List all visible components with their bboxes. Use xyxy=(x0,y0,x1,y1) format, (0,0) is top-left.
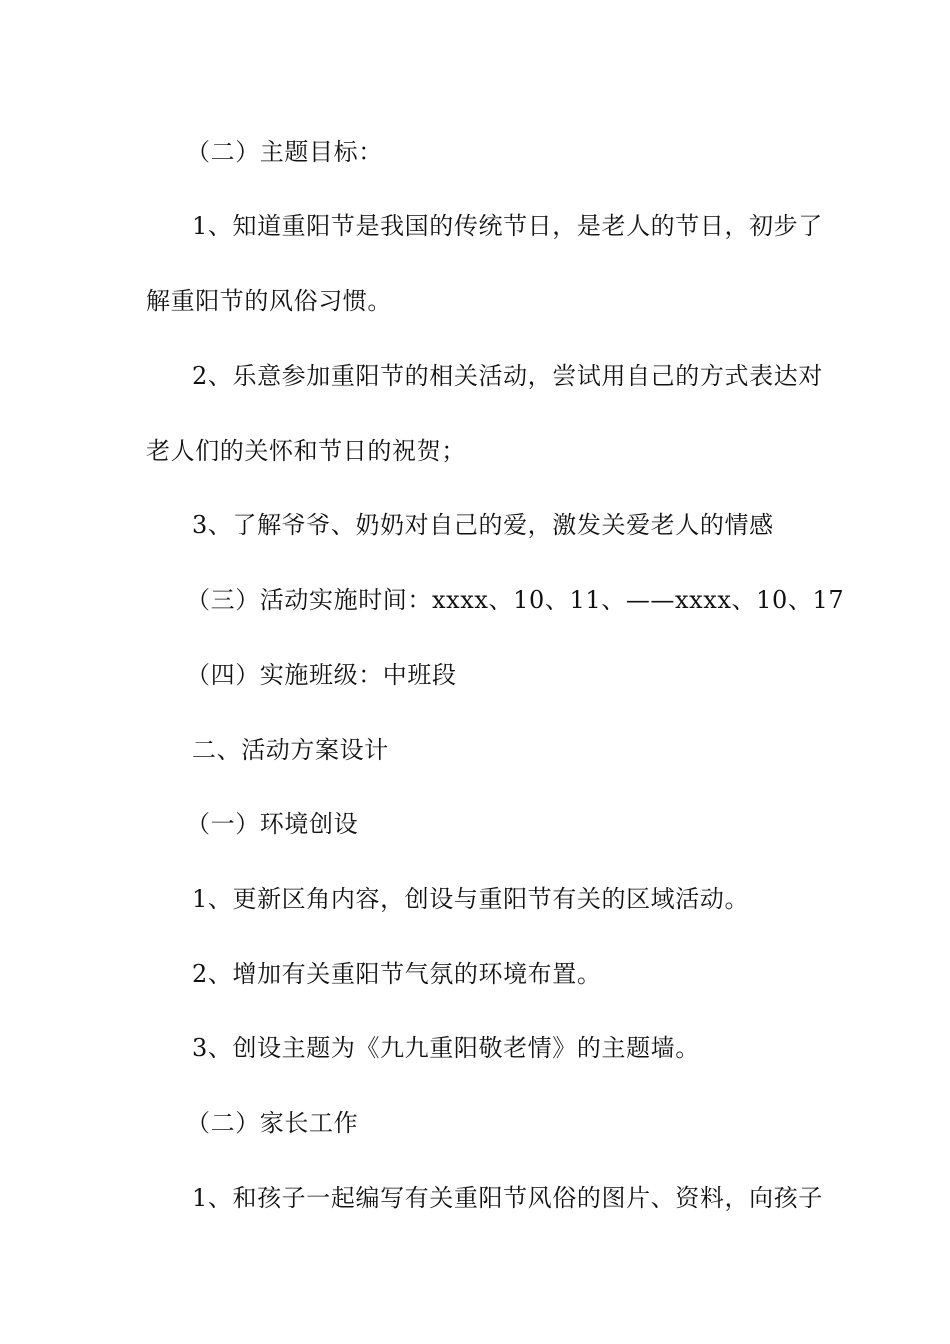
section-heading-theme-goals: （二）主题目标： xyxy=(186,138,383,166)
paragraph-line: 3、了解爷爷、奶奶对自己的爱，激发关爱老人的情感 xyxy=(192,511,774,539)
section-heading-activity-time: （三）活动实施时间：xxxx、10、11、——xxxx、10、17 xyxy=(186,586,845,614)
list-item: 3、创设主题为《九九重阳敬老情》的主题墙。 xyxy=(192,1034,700,1062)
paragraph-line: 解重阳节的风俗习惯。 xyxy=(146,287,392,315)
paragraph-line: 2、乐意参加重阳节的相关活动，尝试用自己的方式表达对 xyxy=(192,362,823,390)
paragraph-line: 1、知道重阳节是我国的传统节日，是老人的节日，初步了 xyxy=(192,212,823,240)
list-item: 1、和孩子一起编写有关重阳节风俗的图片、资料，向孩子 xyxy=(192,1184,823,1212)
section-heading-plan-design: 二、活动方案设计 xyxy=(192,736,389,764)
section-heading-environment: （一）环境创设 xyxy=(186,810,359,838)
section-heading-parent-work: （二）家长工作 xyxy=(186,1109,359,1137)
paragraph-line: 老人们的关怀和节日的祝贺； xyxy=(146,437,466,465)
list-item: 1、更新区角内容，创设与重阳节有关的区域活动。 xyxy=(192,885,750,913)
section-heading-classes: （四）实施班级：中班段 xyxy=(186,661,457,689)
list-item: 2、增加有关重阳节气氛的环境布置。 xyxy=(192,960,602,988)
